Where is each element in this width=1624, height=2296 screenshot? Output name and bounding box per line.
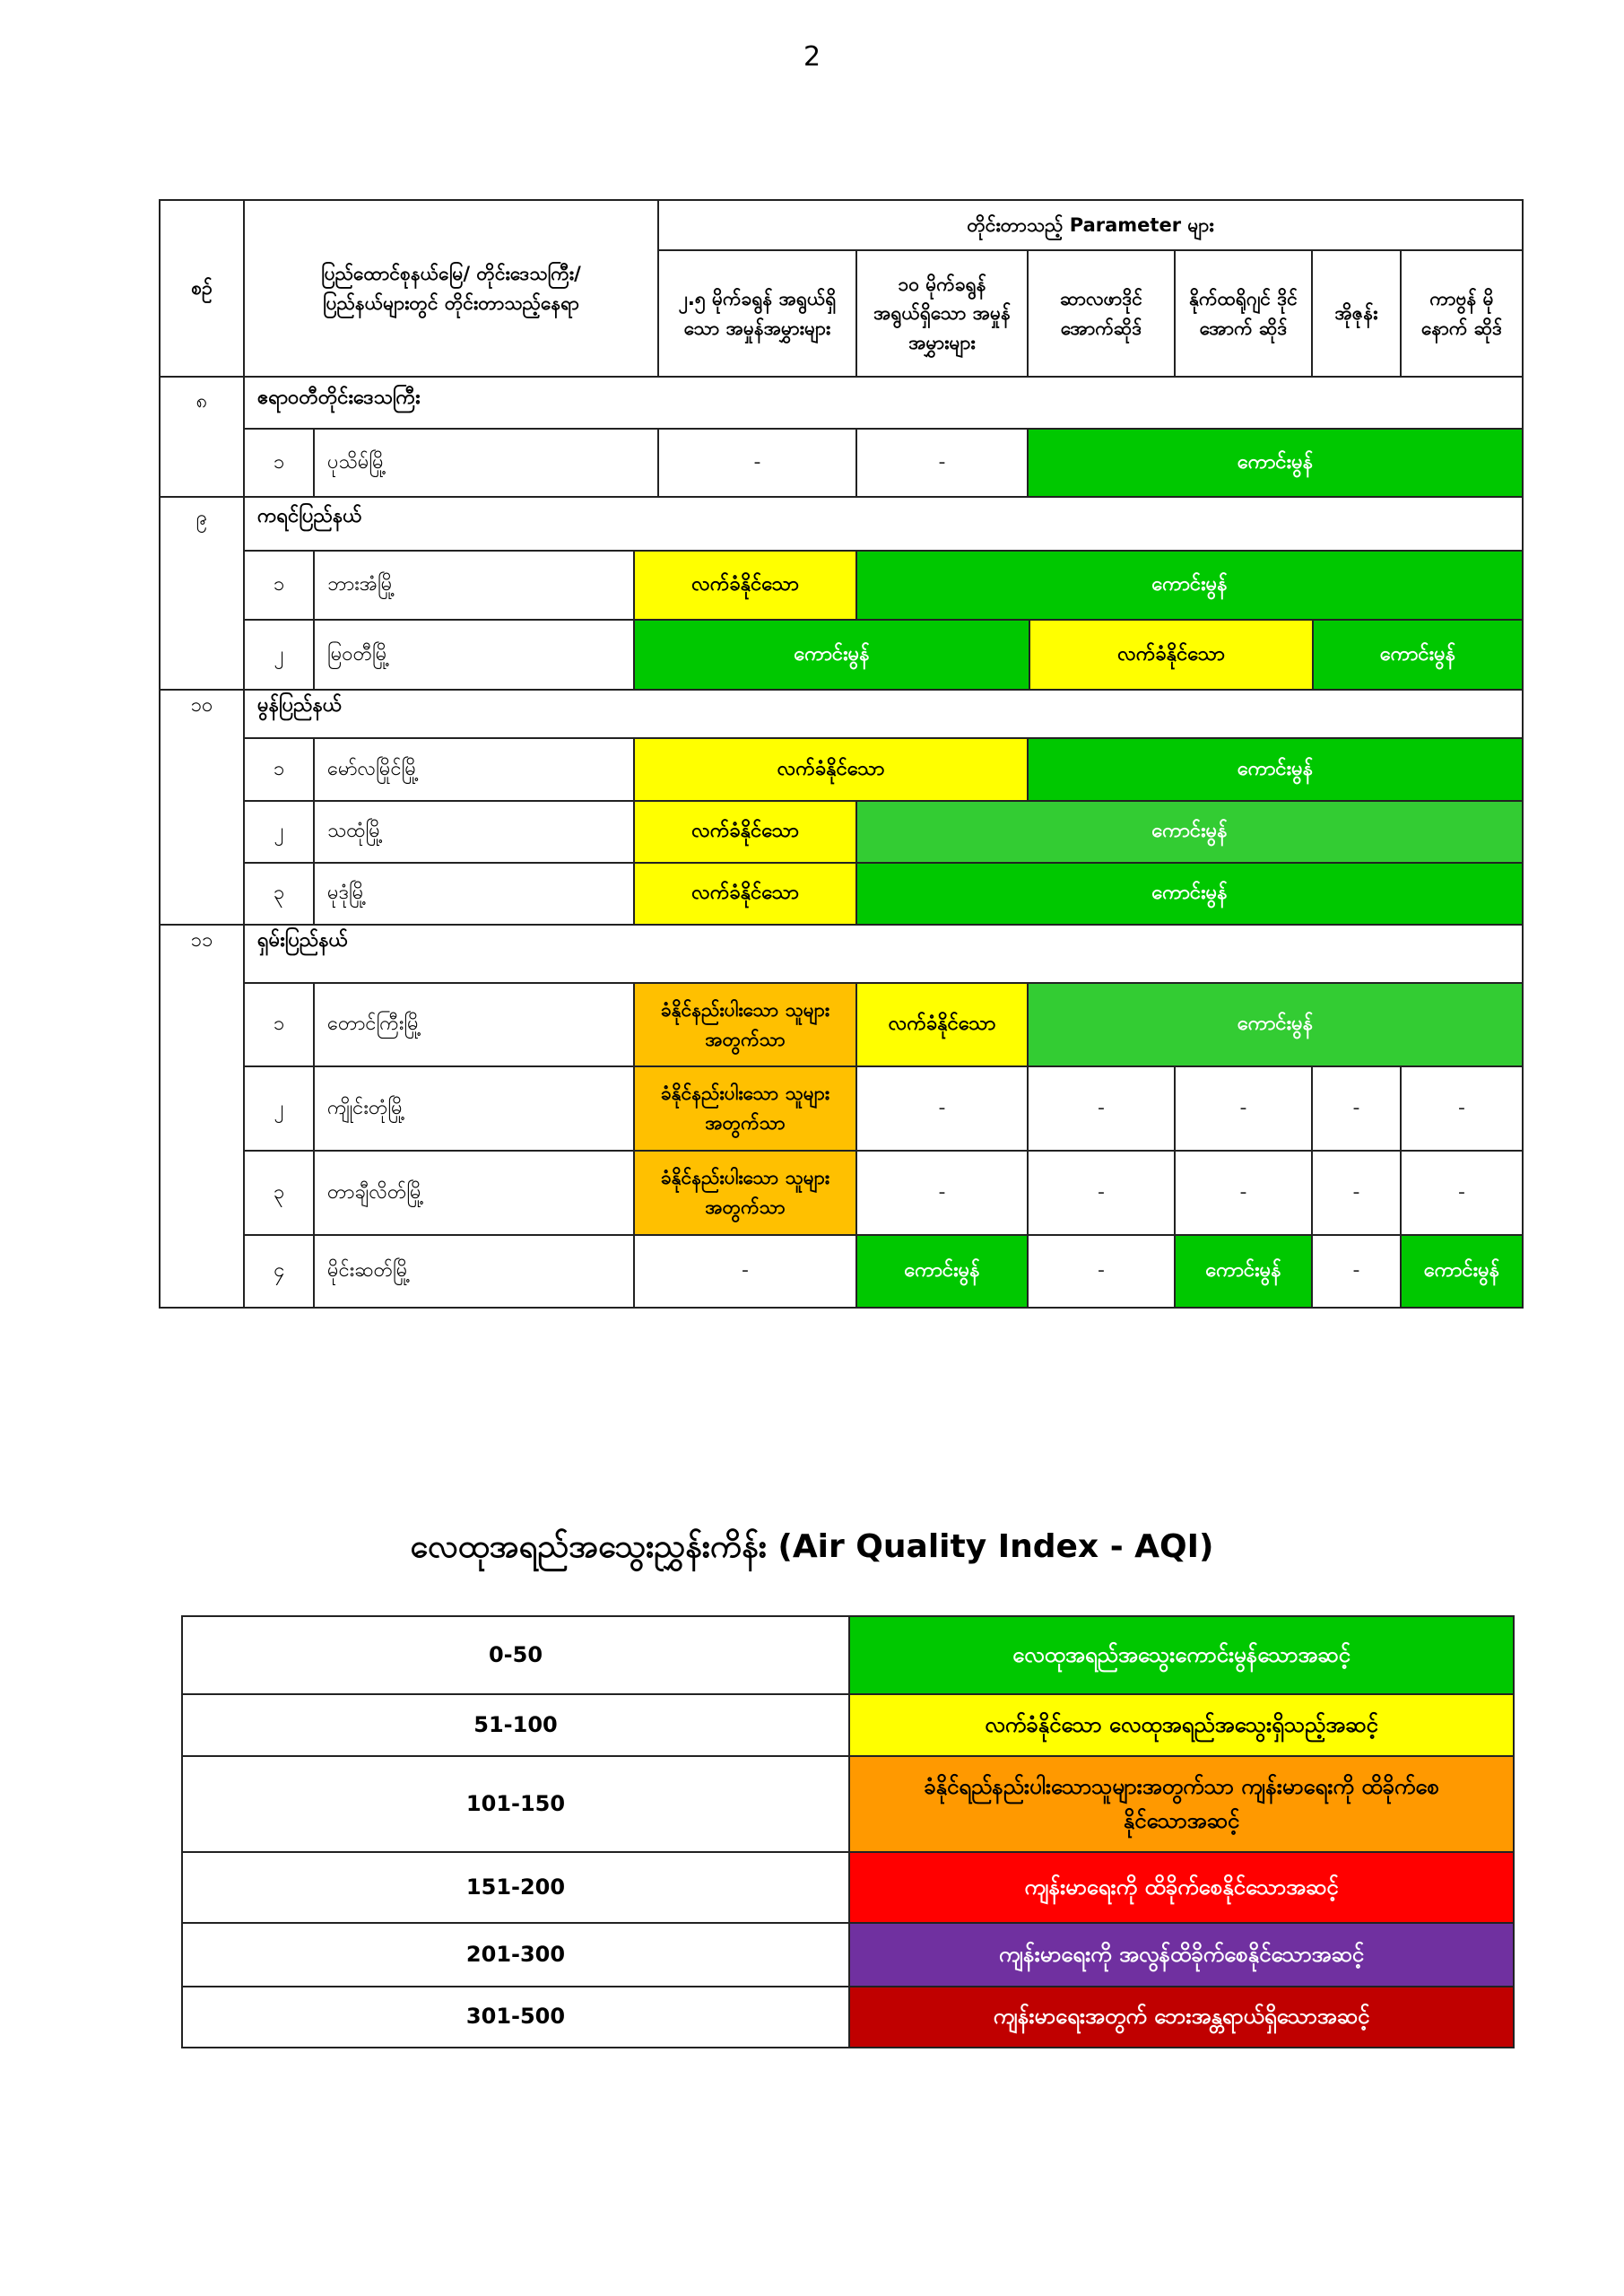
aqi-description: လေထုအရည်အသွေးကောင်းမွန်သောအဆင့် [848, 1615, 1515, 1695]
header-parameters: တိုင်းတာသည့် Parameter များ [657, 199, 1524, 251]
town-serial: ၂ [243, 800, 315, 864]
header-co: ကာဗွန် မိုနောက် ဆိုဒ် [1400, 249, 1524, 378]
region-serial: ၁၀ [159, 689, 245, 926]
cell-status-good: ကောင်းမွန် [855, 800, 1524, 864]
cell-no2: - [1174, 1065, 1313, 1152]
aqi-range: 151-200 [181, 1851, 850, 1924]
cell-pm10: - [855, 1065, 1029, 1152]
cell-ozone: - [1311, 1065, 1402, 1152]
town-serial: ၁ [243, 737, 315, 802]
town-serial: ၁ [243, 550, 315, 621]
aqi-description: ကျန်းမာရေးအတွက် ဘေးအန္တရာယ်ရှိသောအဆင့် [848, 1986, 1515, 2048]
town-serial: ၂ [243, 1065, 315, 1152]
town-name: ပုသိမ်မြို့ [313, 428, 659, 498]
region-serial: ၁၁ [159, 924, 245, 1309]
cell-pm25: - [657, 428, 857, 498]
town-name: ဘားအံမြို့ [313, 550, 635, 621]
cell-so2: - [1027, 1234, 1176, 1309]
aqi-range: 301-500 [181, 1986, 850, 2048]
town-serial: ၃ [243, 1150, 315, 1236]
cell-pm10: - [855, 1150, 1029, 1236]
cell-status-moderate: လက်ခံနိုင်သော [1029, 619, 1314, 691]
header-serial: စဉ် [159, 199, 245, 378]
cell-so2: - [1027, 1150, 1176, 1236]
header-so2: ဆာလဖာဒိုင် အောက်ဆိုဒ် [1027, 249, 1176, 378]
cell-so2: - [1027, 1065, 1176, 1152]
town-name: သထုံမြို့ [313, 800, 635, 864]
region-name: ကရင်ပြည်နယ် [243, 496, 1524, 552]
cell-status-good: ကောင်းမွန် [855, 1234, 1029, 1309]
cell-status-moderate: လက်ခံနိုင်သော [633, 550, 857, 621]
header-pm25: ၂.၅ မိုက်ခရွန် အရွယ်ရှိသော အမှုန်အမွှားများ [657, 249, 857, 378]
aqi-title: လေထုအရည်အသွေးညွှန်းကိန်း (Air Quality Index - AQI) [410, 1528, 1214, 1565]
cell-status-good: ကောင်းမွန် [1027, 982, 1524, 1067]
cell-ozone: - [1311, 1150, 1402, 1236]
header-ozone: အိုဇုန်း [1311, 249, 1402, 378]
cell-status-sensitive: ခံနိုင်နည်းပါးသော သူများအတွက်သာ [633, 1150, 857, 1236]
town-serial: ၁ [243, 428, 315, 498]
region-name: မွန်ပြည်နယ် [243, 689, 1524, 739]
aqi-description: ကျန်းမာရေးကို ထိခိုက်စေနိုင်သောအဆင့် [848, 1851, 1515, 1924]
town-serial: ၂ [243, 619, 315, 691]
cell-status-good: ကောင်းမွန် [1027, 428, 1524, 498]
region-name: ရှမ်းပြည်နယ် [243, 924, 1524, 984]
region-name: ဧရာဝတီတိုင်းဒေသကြီး [243, 376, 1524, 430]
aqi-range: 101-150 [181, 1755, 850, 1853]
cell-status-good: ကောင်းမွန် [1312, 619, 1524, 691]
aqi-description: ခံနိုင်ရည်နည်းပါးသောသူများအတွက်သာ ကျန်းမာရေးကို ထိခိုက်စေနိုင်သောအဆင့် [848, 1755, 1515, 1853]
aqi-description: ကျန်းမာရေးကို အလွန်ထိခိုက်စေနိုင်သောအဆင့် [848, 1922, 1515, 1987]
town-name: မိုင်းဆတ်မြို့ [313, 1234, 635, 1309]
region-serial: ၈ [159, 376, 245, 498]
cell-status-good: ကောင်းမွန် [855, 862, 1524, 926]
header-pm10: ၁၀ မိုက်ခရွန် အရွယ်ရှိသော အမှုန်အမွှားများ [855, 249, 1029, 378]
town-serial: ၄ [243, 1234, 315, 1309]
cell-co: - [1400, 1065, 1524, 1152]
aqi-range: 51-100 [181, 1693, 850, 1757]
page-number: 2 [803, 41, 821, 73]
header-location: ပြည်ထောင်စုနယ်မြေ/ တိုင်းဒေသကြီး/ ပြည်နယ်များတွင် တိုင်းတာသည့်နေရာ [243, 199, 659, 378]
cell-status-moderate: လက်ခံနိုင်သော [855, 982, 1029, 1067]
cell-status-moderate: လက်ခံနိုင်သော [633, 737, 1029, 802]
town-serial: ၁ [243, 982, 315, 1067]
header-no2: နိုက်ထရိုဂျင် ဒိုင်အောက် ဆိုဒ် [1174, 249, 1313, 378]
aqi-description: လက်ခံနိုင်သော လေထုအရည်အသွေးရှိသည့်အဆင့် [848, 1693, 1515, 1757]
cell-status-good: ကောင်းမွန် [1174, 1234, 1313, 1309]
cell-status-sensitive: ခံနိုင်နည်းပါးသော သူများအတွက်သာ [633, 1065, 857, 1152]
cell-status-good: ကောင်းမွန် [1400, 1234, 1524, 1309]
town-name: မြဝတီမြို့ [313, 619, 635, 691]
cell-status-good: ကောင်းမွန် [855, 550, 1524, 621]
cell-status-moderate: လက်ခံနိုင်သော [633, 862, 857, 926]
town-name: တောင်ကြီးမြို့ [313, 982, 635, 1067]
cell-status-good: ကောင်းမွန် [633, 619, 1030, 691]
town-name: မော်လမြိုင်မြို့ [313, 737, 635, 802]
cell-status-sensitive: ခံနိုင်နည်းပါးသော သူများအတွက်သာ [633, 982, 857, 1067]
cell-status-moderate: လက်ခံနိုင်သော [633, 800, 857, 864]
cell-pm25: - [633, 1234, 857, 1309]
town-serial: ၃ [243, 862, 315, 926]
region-serial: ၉ [159, 496, 245, 691]
town-name: မုဒုံမြို့ [313, 862, 635, 926]
town-name: တာချီလိတ်မြို့ [313, 1150, 635, 1236]
cell-co: - [1400, 1150, 1524, 1236]
cell-no2: - [1174, 1150, 1313, 1236]
cell-status-good: ကောင်းမွန် [1027, 737, 1524, 802]
cell-ozone: - [1311, 1234, 1402, 1309]
town-name: ကျိုင်းတုံမြို့ [313, 1065, 635, 1152]
aqi-range: 0-50 [181, 1615, 850, 1695]
cell-pm10: - [855, 428, 1029, 498]
aqi-range: 201-300 [181, 1922, 850, 1987]
